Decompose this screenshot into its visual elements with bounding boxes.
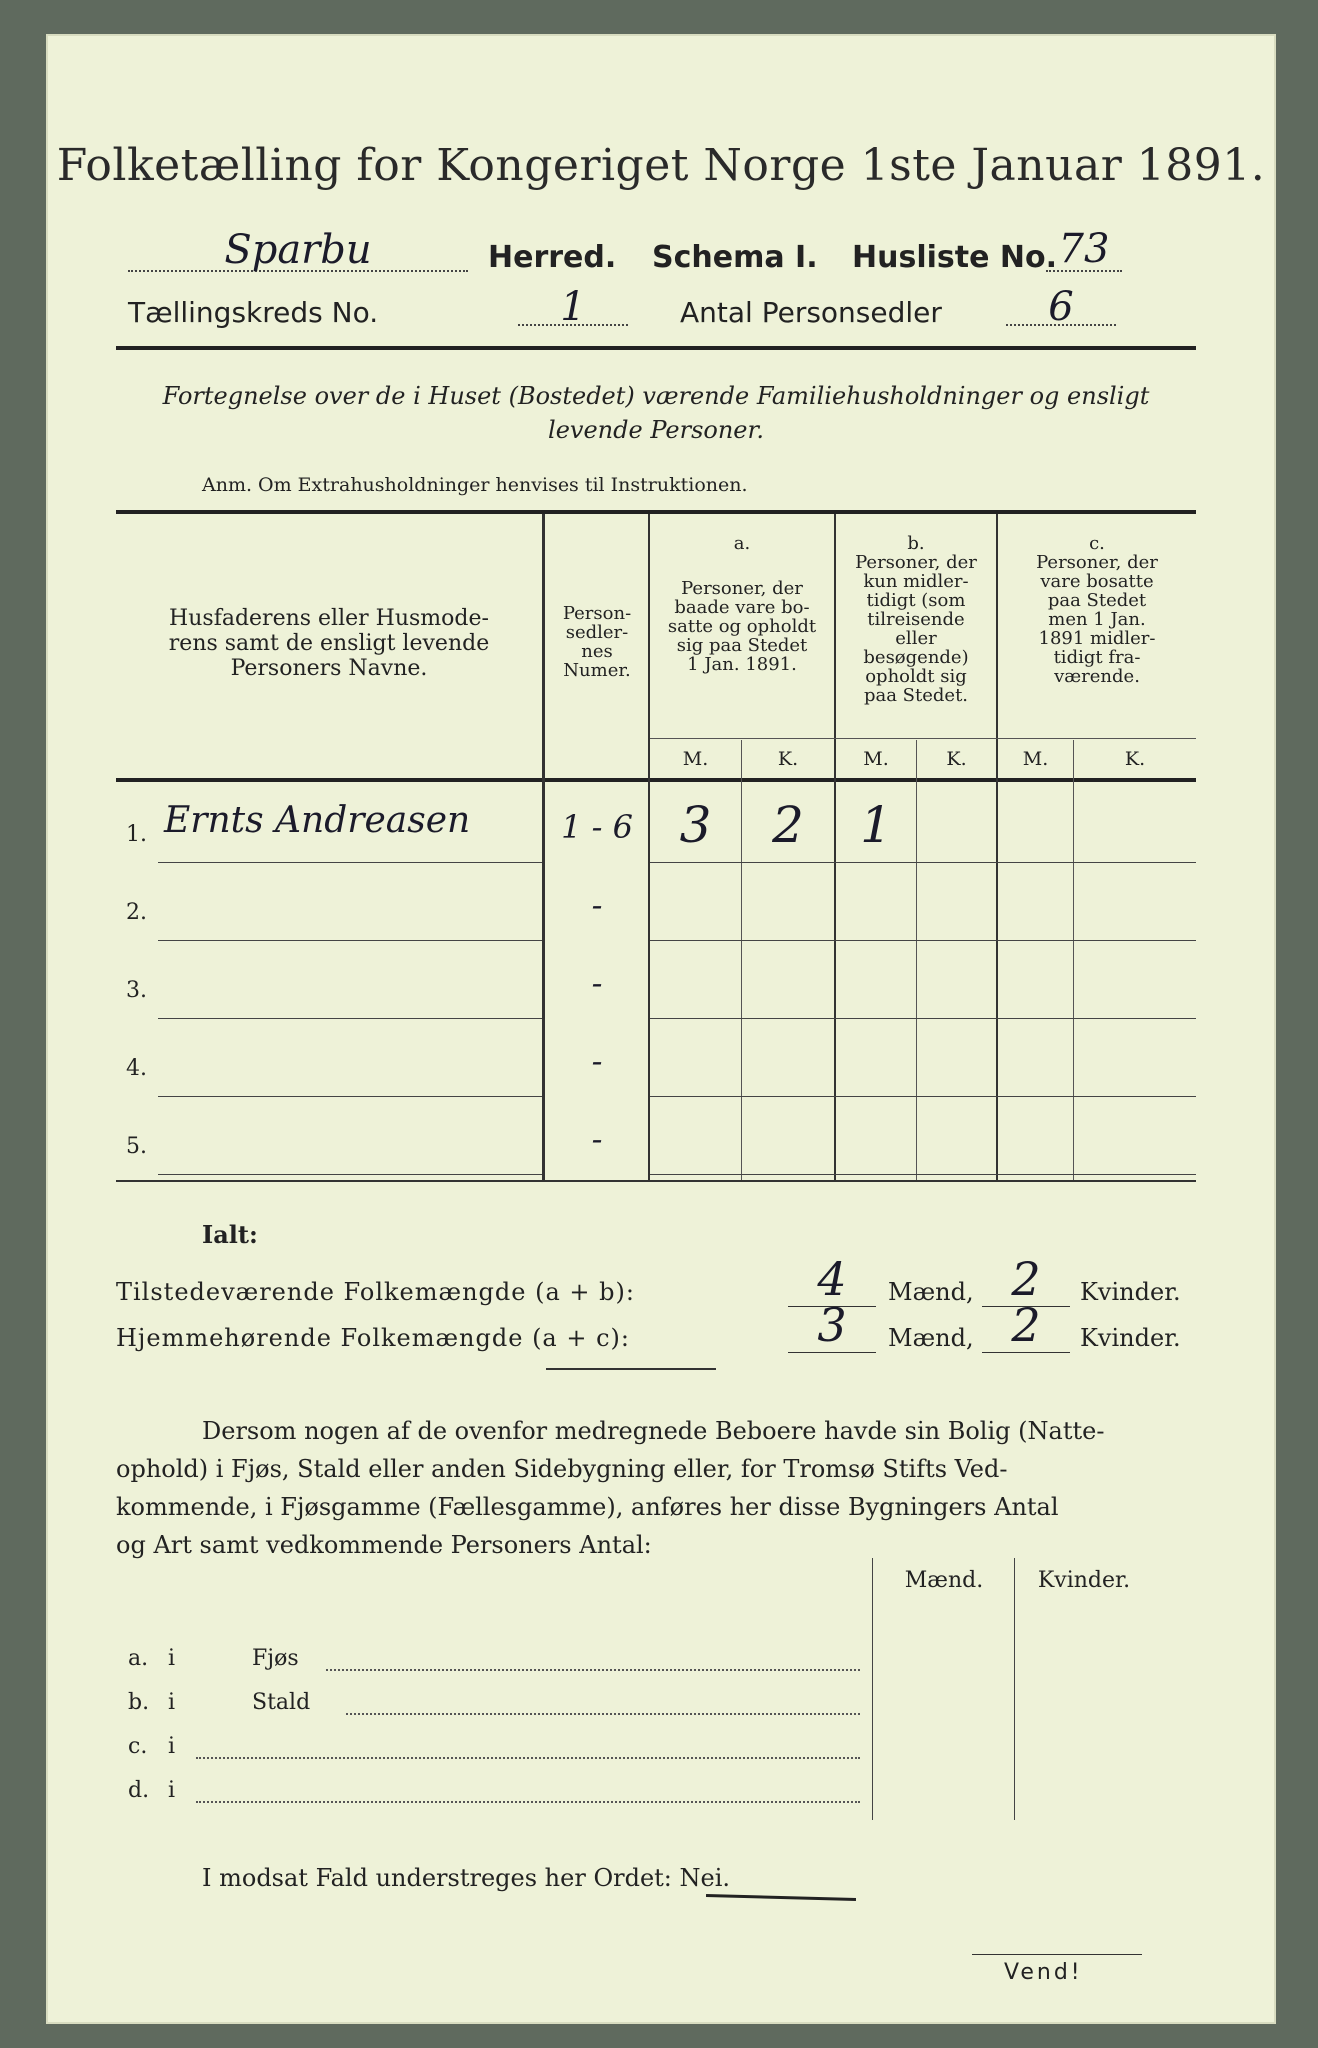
row-rule — [158, 1018, 542, 1019]
row-number: 5. — [126, 1134, 147, 1159]
col-b-line: tidigt (som — [866, 590, 966, 611]
col-b-line: tilreisende — [867, 609, 965, 630]
mk-label: M. — [1022, 748, 1049, 770]
total-present-women: 2 — [982, 1252, 1070, 1307]
row-rule — [158, 1174, 542, 1175]
total-home-women: 2 — [982, 1298, 1070, 1353]
col-name-line: rens samt de ensligt levende — [168, 631, 490, 656]
total-home-label: Hjemmehørende Folkemængde (a + c): — [116, 1324, 630, 1352]
buildings-col-divider — [872, 1558, 873, 1820]
row-rule — [158, 940, 542, 941]
col-a-letter: a. — [733, 533, 751, 554]
anm-note: Anm. Om Extrahusholdninger henvises til Instruktionen. — [202, 474, 748, 496]
col-c-line: værende. — [1054, 666, 1140, 687]
col-num-header — [546, 604, 648, 680]
row-sedler-num: - — [591, 964, 603, 1002]
col-num-line: Numer. — [563, 660, 631, 681]
building-row-letter: a. — [128, 1646, 149, 1671]
antal-label: Antal Personsedler — [680, 296, 942, 329]
antal-value: 6 — [1006, 284, 1116, 326]
building-row-name: Fjøs — [252, 1646, 299, 1671]
kvinder-label: Kvinder. — [1080, 1324, 1181, 1352]
col-b-line: opholdt sig — [865, 666, 967, 687]
col-num-line: sedler- — [565, 622, 629, 643]
row-number: 2. — [126, 900, 147, 925]
col-divider — [916, 740, 917, 1180]
kreds-value: 1 — [518, 284, 628, 326]
col-c-line: vare bosatte — [1040, 571, 1154, 592]
building-row-dots — [346, 1712, 860, 1715]
col-a-line: Personer, der — [681, 578, 803, 599]
intro-line1: Fortegnelse over de i Huset (Bostedet) værende Familiehusholdninger og ensligt — [162, 382, 1150, 410]
building-row-letter: b. — [128, 1690, 150, 1715]
mk-label: K. — [946, 748, 967, 770]
buildings-paragraph — [116, 1412, 1206, 1564]
building-row-letter: c. — [128, 1734, 148, 1759]
col-c-line: tidigt fra- — [1053, 647, 1141, 668]
para-line: ophold) i Fjøs, Stald eller anden Sidebygning eller, for Tromsø Stifts Ved- — [116, 1455, 1008, 1483]
col-c-header — [998, 534, 1196, 686]
herred-value: Sparbu — [128, 230, 468, 272]
row-number: 1. — [126, 822, 147, 847]
maend-label: Mænd, — [888, 1324, 974, 1352]
modsat-note: I modsat Fald understreges her Ordet: Nei. — [202, 1864, 731, 1892]
col-b-letter: b. — [907, 533, 925, 554]
herred-label: Herred. — [488, 240, 617, 275]
husliste-label: Husliste No. — [852, 240, 1057, 275]
building-row-i: i — [168, 1690, 176, 1715]
col-b-line: eller — [895, 628, 937, 649]
col-c-line: 1891 midler- — [1038, 628, 1156, 649]
col-name-line: Personers Navne. — [230, 656, 428, 681]
building-row-name: Stald — [252, 1690, 311, 1715]
col-b-line: Personer, der — [855, 552, 977, 573]
col-a-line: baade vare bo- — [674, 597, 810, 618]
row-sedler-num: 1 - 6 — [561, 808, 633, 846]
col-c-line: men 1 Jan. — [1048, 609, 1146, 630]
vend-rule — [972, 1954, 1142, 1955]
header-rule — [116, 346, 1196, 350]
vend-label: Vend! — [1004, 1960, 1083, 1985]
husliste-value: 73 — [1046, 226, 1122, 272]
mk-label: K. — [777, 748, 799, 770]
mk-label: M. — [682, 748, 709, 770]
mk-label: K. — [1124, 748, 1146, 770]
row-sedler-num: - — [591, 1120, 603, 1158]
maend-label: Mænd, — [888, 1278, 974, 1306]
buildings-maend-head: Mænd. — [904, 1568, 984, 1593]
ialt-label: Ialt: — [202, 1220, 258, 1249]
building-row-dots — [196, 1756, 860, 1759]
total-home-men: 3 — [788, 1298, 876, 1353]
buildings-col-divider — [1014, 1558, 1015, 1820]
building-row-i: i — [168, 1778, 176, 1803]
mk-label: M. — [863, 748, 889, 770]
table-bottom-rule — [116, 1180, 1196, 1182]
intro-line2: levende Personer. — [548, 416, 764, 444]
col-num-line: Person- — [562, 603, 632, 624]
total-present-label: Tilstedeværende Folkemængde (a + b): — [116, 1278, 635, 1306]
row-rule — [158, 862, 542, 863]
total-present-men: 4 — [788, 1252, 876, 1307]
col-divider — [1073, 740, 1074, 1180]
section-divider — [546, 1368, 716, 1370]
row-name: Ernts Andreasen — [164, 800, 471, 841]
col-b-line: besøgende) — [863, 647, 969, 668]
row-rule — [650, 1096, 1196, 1097]
row-rule — [650, 1018, 1196, 1019]
col-c-line: Personer, der — [1036, 552, 1158, 573]
col-b-header — [836, 534, 996, 705]
buildings-kvinder-head: Kvinder. — [1037, 1568, 1131, 1593]
col-name-header — [124, 606, 534, 681]
row-rule — [650, 940, 1196, 941]
mk-rule — [650, 738, 1196, 739]
col-a-line: satte og opholdt — [667, 616, 817, 637]
row-sedler-num: - — [591, 1042, 603, 1080]
building-row-dots — [326, 1668, 860, 1671]
row-count-bm: 1 — [860, 796, 892, 854]
building-row-letter: d. — [128, 1778, 150, 1803]
col-a-line: 1 Jan. 1891. — [687, 654, 797, 675]
building-row-i: i — [168, 1734, 176, 1759]
col-a-header — [650, 534, 834, 674]
row-count-am: 3 — [679, 796, 712, 854]
kvinder-label: Kvinder. — [1080, 1278, 1181, 1306]
col-c-line: paa Stedet — [1047, 590, 1147, 611]
schema-label: Schema I. — [652, 240, 818, 275]
row-sedler-num: - — [591, 886, 603, 924]
building-row-dots — [196, 1800, 860, 1803]
building-row-i: i — [168, 1646, 176, 1671]
row-rule — [158, 1096, 542, 1097]
col-name-line: Husfaderens eller Husmode- — [169, 606, 489, 631]
row-number: 3. — [126, 978, 147, 1003]
col-c-letter: c. — [1089, 533, 1105, 554]
nei-underline — [706, 1894, 856, 1901]
col-b-line: kun midler- — [863, 571, 969, 592]
table-top-rule — [116, 510, 1196, 514]
kreds-label: Tællingskreds No. — [128, 296, 379, 329]
census-form-sheet — [46, 34, 1276, 2024]
row-count-ak: 2 — [772, 796, 804, 854]
col-a-line: sig paa Stedet — [676, 635, 808, 656]
row-rule — [650, 1174, 1196, 1175]
para-line: Dersom nogen af de ovenfor medregnede Beboere havde sin Bolig (Natte- — [202, 1417, 1105, 1445]
form-title: Folketælling for Kongeriget Norge 1ste Januar 1891. — [56, 140, 1266, 191]
row-rule — [650, 862, 1196, 863]
col-divider — [542, 514, 545, 1180]
table-header-rule — [116, 778, 1196, 782]
col-b-line: paa Stedet. — [863, 685, 969, 706]
row-number: 4. — [126, 1056, 147, 1081]
para-line: og Art samt vedkommende Personers Antal: — [116, 1531, 652, 1559]
para-line: kommende, i Fjøsgamme (Fællesgamme), anføres her disse Bygningers Antal — [116, 1493, 1059, 1521]
col-num-line: nes — [581, 641, 613, 662]
